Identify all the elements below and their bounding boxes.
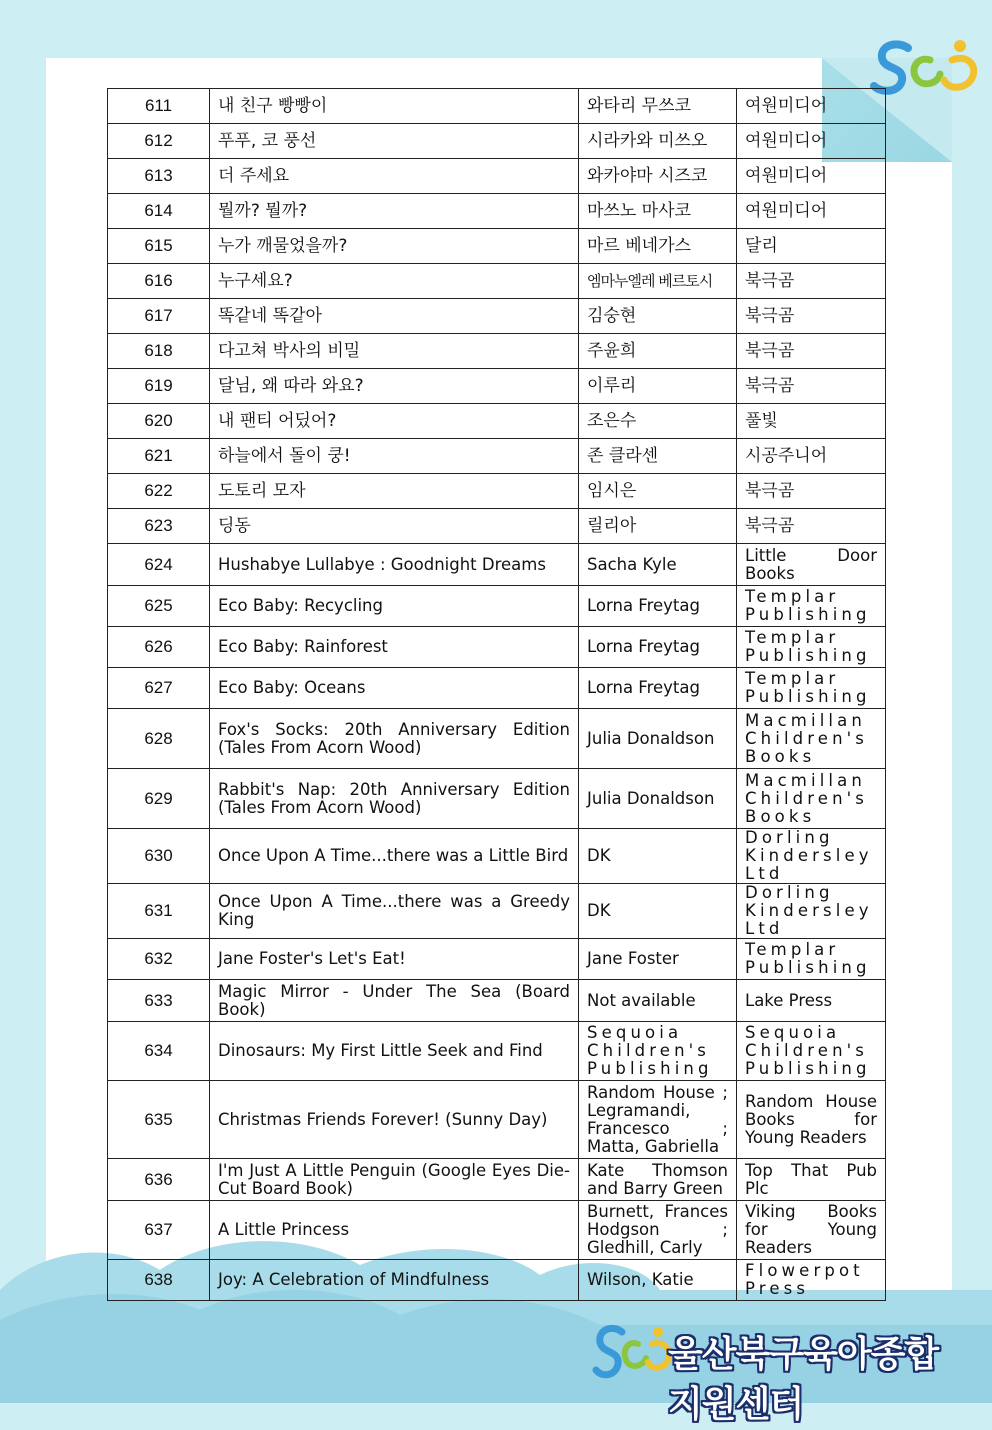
book-publisher: 북극곰 (737, 299, 886, 334)
book-author: Sacha Kyle (579, 544, 737, 586)
book-publisher: Templar Publishing (737, 668, 886, 709)
book-author: Random House ; Legramandi, Francesco ; Matta, Gabriella (579, 1081, 737, 1159)
table-row (108, 404, 886, 439)
book-publisher: Flowerpot Press (737, 1260, 886, 1301)
table-row (108, 829, 886, 884)
book-title: 딩동 (210, 509, 579, 544)
book-title: Eco Baby: Oceans (210, 668, 579, 709)
row-number: 616 (108, 264, 210, 299)
book-title: Christmas Friends Forever! (Sunny Day) (210, 1081, 579, 1159)
row-number: 636 (108, 1159, 210, 1201)
book-title: Jane Foster's Let's Eat! (210, 939, 579, 980)
book-publisher: 시공주니어 (737, 439, 886, 474)
book-publisher: Macmillan Children's Books (737, 769, 886, 829)
table-row (108, 544, 886, 586)
book-title: 푸푸, 코 풍선 (210, 124, 579, 159)
table-row (108, 299, 886, 334)
row-number: 632 (108, 939, 210, 980)
table-row (108, 369, 886, 404)
book-publisher: 북극곰 (737, 334, 886, 369)
table-row (108, 627, 886, 668)
row-number: 633 (108, 980, 210, 1022)
row-number: 634 (108, 1022, 210, 1081)
book-author: Julia Donaldson (579, 769, 737, 829)
book-title: Magic Mirror - Under The Sea (Board Book) (210, 980, 579, 1022)
book-author: 조은수 (579, 404, 737, 439)
book-author: 이루리 (579, 369, 737, 404)
row-number: 626 (108, 627, 210, 668)
book-publisher: Templar Publishing (737, 627, 886, 668)
row-number: 624 (108, 544, 210, 586)
book-publisher: 북극곰 (737, 474, 886, 509)
book-author: Sequoia Children's Publishing (579, 1022, 737, 1081)
row-number: 622 (108, 474, 210, 509)
table-row (108, 474, 886, 509)
book-publisher: 여원미디어 (737, 89, 886, 124)
table-row (108, 884, 886, 939)
row-number: 611 (108, 89, 210, 124)
book-author: 와타리 무쓰코 (579, 89, 737, 124)
book-author: DK (579, 829, 737, 884)
table-row (108, 1201, 886, 1260)
book-title: 하늘에서 돌이 쿵! (210, 439, 579, 474)
book-publisher: Sequoia Children's Publishing (737, 1022, 886, 1081)
book-title: Rabbit's Nap: 20th Anniversary Edition (Tales From Acorn Wood) (210, 769, 579, 829)
table-row (108, 334, 886, 369)
book-author: Lorna Freytag (579, 627, 737, 668)
book-publisher: 달리 (737, 229, 886, 264)
book-author: DK (579, 884, 737, 939)
book-title: 누구세요? (210, 264, 579, 299)
row-number: 630 (108, 829, 210, 884)
book-title: A Little Princess (210, 1201, 579, 1260)
table-row (108, 1081, 886, 1159)
book-author: 김숭현 (579, 299, 737, 334)
book-author: Wilson, Katie (579, 1260, 737, 1301)
row-number: 627 (108, 668, 210, 709)
book-author: 존 클라센 (579, 439, 737, 474)
book-author: Burnett, Frances Hodgson ; Gledhill, Carly (579, 1201, 737, 1260)
row-number: 625 (108, 586, 210, 627)
table-row (108, 229, 886, 264)
book-author: 엠마누엘레 베르토시 (579, 264, 737, 299)
book-publisher: Dorling Kindersley Ltd (737, 884, 886, 939)
book-title: Eco Baby: Recycling (210, 586, 579, 627)
row-number: 638 (108, 1260, 210, 1301)
book-author: Not available (579, 980, 737, 1022)
book-publisher: Top That Pub Plc (737, 1159, 886, 1201)
row-number: 621 (108, 439, 210, 474)
book-publisher: 여원미디어 (737, 124, 886, 159)
book-author: 와카야마 시즈코 (579, 159, 737, 194)
row-number: 619 (108, 369, 210, 404)
row-number: 615 (108, 229, 210, 264)
row-number: 637 (108, 1201, 210, 1260)
book-title: 내 팬티 어딨어? (210, 404, 579, 439)
row-number: 613 (108, 159, 210, 194)
center-name-logo-text: 울산북구육아종합지원센터 (668, 1334, 939, 1425)
book-title: I'm Just A Little Penguin (Google Eyes Die-Cut Board Book) (210, 1159, 579, 1201)
book-author: Kate Thomson and Barry Green (579, 1159, 737, 1201)
table-row (108, 709, 886, 769)
row-number: 629 (108, 769, 210, 829)
book-publisher: 북극곰 (737, 369, 886, 404)
table-row (108, 980, 886, 1022)
book-publisher: 여원미디어 (737, 159, 886, 194)
table-row (108, 89, 886, 124)
book-title: 더 주세요 (210, 159, 579, 194)
book-title: 달님, 왜 따라 와요? (210, 369, 579, 404)
book-author: Lorna Freytag (579, 668, 737, 709)
table-row (108, 159, 886, 194)
book-title: Once Upon A Time...there was a Little Bird (210, 829, 579, 884)
table-row (108, 1159, 886, 1201)
book-publisher: Dorling Kindersley Ltd (737, 829, 886, 884)
book-title: 똑같네 똑같아 (210, 299, 579, 334)
book-publisher: Viking Books for Young Readers (737, 1201, 886, 1260)
book-title: Joy: A Celebration of Mindfulness (210, 1260, 579, 1301)
row-number: 635 (108, 1081, 210, 1159)
book-title: 다고쳐 박사의 비밀 (210, 334, 579, 369)
table-row (108, 439, 886, 474)
table-row (108, 509, 886, 544)
row-number: 618 (108, 334, 210, 369)
book-list-table (107, 88, 886, 1301)
book-publisher: 북극곰 (737, 509, 886, 544)
book-title: Once Upon A Time...there was a Greedy King (210, 884, 579, 939)
table-row (108, 1260, 886, 1301)
book-author: 마쓰노 마사코 (579, 194, 737, 229)
book-publisher: Little Door Books (737, 544, 886, 586)
book-author: 주윤희 (579, 334, 737, 369)
book-publisher: 북극곰 (737, 264, 886, 299)
book-author: 릴리아 (579, 509, 737, 544)
book-author: 시라카와 미쓰오 (579, 124, 737, 159)
book-publisher: 풀빛 (737, 404, 886, 439)
book-title: Dinosaurs: My First Little Seek and Find (210, 1022, 579, 1081)
book-author: Lorna Freytag (579, 586, 737, 627)
table-row (108, 668, 886, 709)
book-title: Eco Baby: Rainforest (210, 627, 579, 668)
table-row (108, 194, 886, 229)
book-publisher: 여원미디어 (737, 194, 886, 229)
row-number: 614 (108, 194, 210, 229)
book-author: Julia Donaldson (579, 709, 737, 769)
table-row (108, 264, 886, 299)
table-row (108, 1022, 886, 1081)
row-number: 612 (108, 124, 210, 159)
book-publisher: Random House Books for Young Readers (737, 1081, 886, 1159)
book-title: 도토리 모자 (210, 474, 579, 509)
book-author: 마르 베네가스 (579, 229, 737, 264)
center-logo-icon (592, 1322, 672, 1386)
book-title: Fox's Socks: 20th Anniversary Edition (Tales From Acorn Wood) (210, 709, 579, 769)
row-number: 617 (108, 299, 210, 334)
book-publisher: Templar Publishing (737, 939, 886, 980)
book-publisher: Lake Press (737, 980, 886, 1022)
row-number: 631 (108, 884, 210, 939)
book-title: 누가 깨물었을까? (210, 229, 579, 264)
table-row (108, 124, 886, 159)
book-publisher: Templar Publishing (737, 586, 886, 627)
book-publisher: Macmillan Children's Books (737, 709, 886, 769)
table-row (108, 939, 886, 980)
book-title: 뭘까? 뭘까? (210, 194, 579, 229)
row-number: 628 (108, 709, 210, 769)
book-title: 내 친구 빵빵이 (210, 89, 579, 124)
row-number: 620 (108, 404, 210, 439)
table-row (108, 586, 886, 627)
book-author: Jane Foster (579, 939, 737, 980)
row-number: 623 (108, 509, 210, 544)
book-title: Hushabye Lullabye : Goodnight Dreams (210, 544, 579, 586)
book-author: 임시은 (579, 474, 737, 509)
table-row (108, 769, 886, 829)
